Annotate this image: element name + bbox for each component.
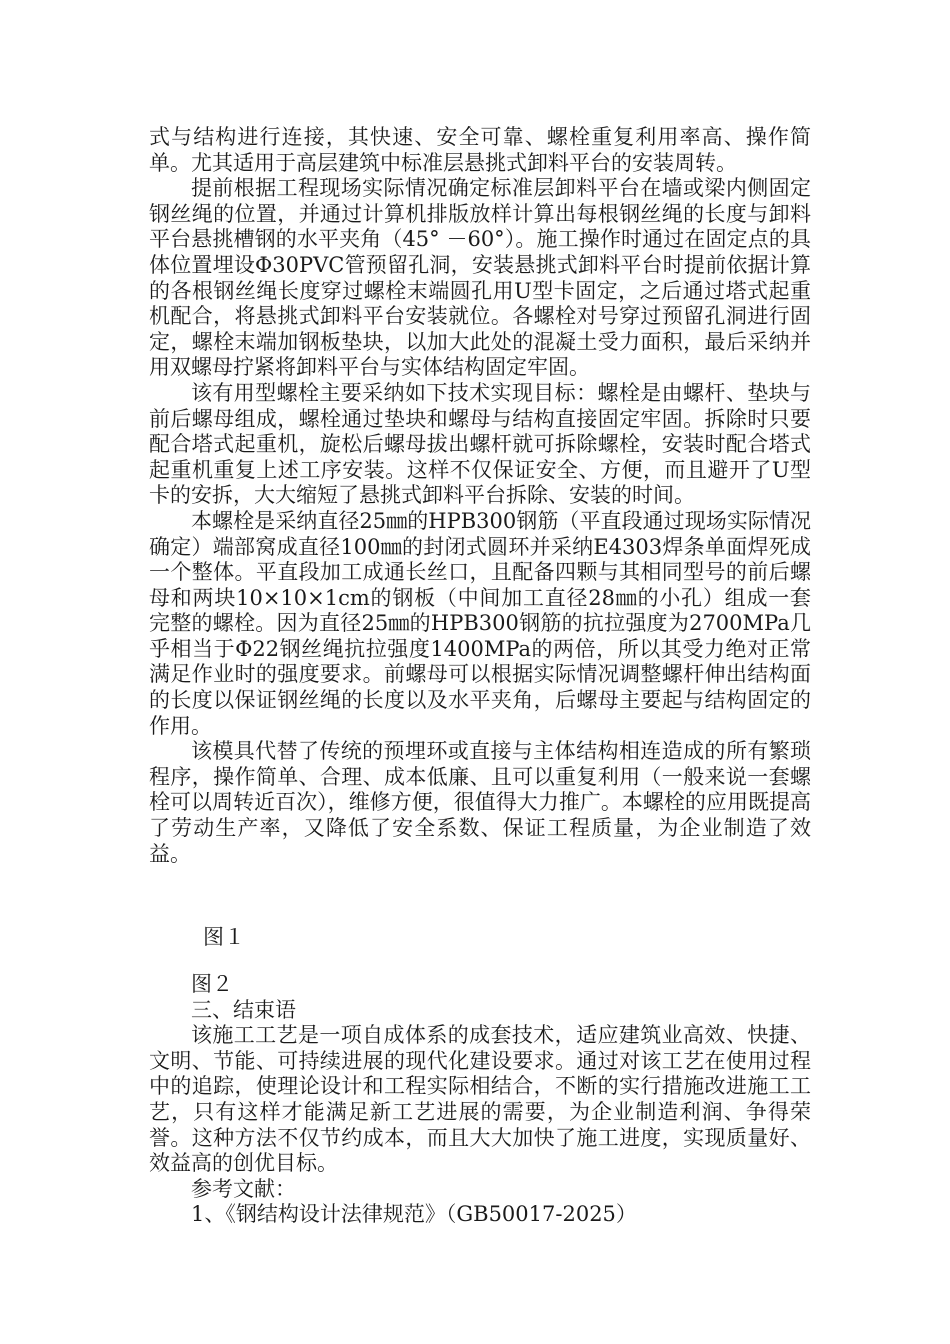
paragraph-intro-continuation: 式与结构进行连接，其快速、安全可靠、螺栓重复利用率高、操作简单。尤其适用于高层建筑中标准层悬挑式卸料平台的安装周转。 [149, 125, 811, 175]
body-text-top [149, 125, 811, 867]
paragraph-benefits: 该模具代替了传统的预埋环或直接与主体结构相连造成的所有繁琐程序，操作简单、合理、成本低廉、且可以重复利用（一般来说一套螺栓可以周转近百次），维修方便，很值得大力推广。本螺栓的应用既提高了劳动生产率，又降低了安全系数、保证工程质量，为企业制造了效益。 [149, 739, 811, 866]
references-heading: 参考文献： [191, 1176, 296, 1201]
paragraph-installation-method: 提前根据工程现场实际情况确定标准层卸料平台在墙或梁内侧固定钢丝绳的位置，并通过计算机排版放样计算出每根钢丝绳的长度与卸料平台悬挑槽钢的水平夹角（45° －60°）。施工操作时通过在固定点的具体位置埋设Φ30PVC管预留孔洞，安装悬挑式卸料平台时提前依据计算的各根钢丝绳长度穿过螺栓末端圆孔用U型卡固定，之后通过塔式起重机配合，将悬挑式卸料平台安装就位。各螺栓对号穿过预留孔洞进行固定，螺栓末端加钢板垫块，以加大此处的混凝土受力面积，最后采纳并用双螺母拧紧将卸料平台与实体结构固定牢固。 [149, 176, 811, 380]
body-text-bottom [149, 972, 811, 1228]
paragraph-conclusion: 该施工工艺是一项自成体系的成套技术，适应建筑业高效、快捷、文明、节能、可持续进展的现代化建设要求。通过对该工艺在使用过程中的追踪，使理论设计和工程实际相结合，不断的实行措施改进施工工艺，只有这样才能满足新工艺进展的需要，为企业制造利润、争得荣誉。这种方法不仅节约成本，而且大大加快了施工进度，实现质量好、效益高的创优目标。 [149, 1023, 811, 1176]
paragraph-technical-goals: 该有用型螺栓主要采纳如下技术实现目标：螺栓是由螺杆、垫块与前后螺母组成，螺栓通过垫块和螺母与结构直接固定牢固。拆除时只要配合塔式起重机，旋松后螺母拔出螺杆就可拆除螺栓，安装时配合塔式起重机重复上述工序安装。这样不仅保证安全、方便，而且避开了U型卡的安拆，大大缩短了悬挑式卸料平台拆除、安装的时间。 [149, 380, 811, 508]
paragraph-bolt-specification: 本螺栓是采纳直径25㎜的HPB300钢筋（平直段通过现场实际情况确定）端部窝成直径100㎜的封闭式圆环并采纳E4303焊条单面焊死成一个整体。平直段加工成通长丝口，且配备四颗与其相同型号的前后螺母和两块10×10×1cm的钢板（中间加工直径28㎜的小孔）组成一套完整的螺栓。因为直径25㎜的HPB300钢筋的抗拉强度为2700MPa几乎相当于Φ22钢丝绳抗拉强度1400MPa的两倍，所以其受力绝对正常满足作业时的强度要求。前螺母可以根据实际情况调整螺杆伸出结构面的长度以保证钢丝绳的长度以及水平夹角，后螺母主要起与结构固定的作用。 [149, 508, 811, 738]
section-heading-conclusion: 三、结束语 [191, 997, 296, 1022]
figure-2-caption: 图２ [191, 972, 233, 996]
reference-item-1: 1、《钢结构设计法律规范》（GB50017-2025） [191, 1202, 637, 1227]
figure-1-caption: 图１ [203, 925, 245, 949]
